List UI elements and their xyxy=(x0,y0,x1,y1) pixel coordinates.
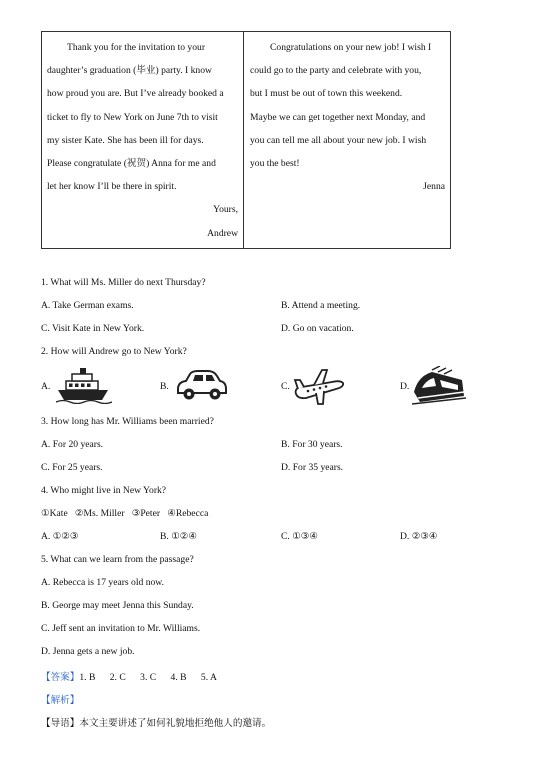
q1-option-d: D. Go on vacation. xyxy=(281,323,354,334)
question-4: 4. Who might live in New York? xyxy=(41,485,167,496)
guide-line xyxy=(41,715,271,729)
letter-signature: Jenna xyxy=(423,181,445,193)
letter-andrew xyxy=(42,32,244,248)
q1-option-c: C. Visit Kate in New York. xyxy=(41,323,145,334)
letter-line: could go to the party and celebrate with you, xyxy=(250,65,422,77)
letter-line: Please congratulate (祝贺) Anna for me and xyxy=(47,157,216,169)
q4-items: ①Kate ②Ms. Miller ③Peter ④Rebecca xyxy=(41,508,209,519)
answer-values: 1. B 2. C 3. C 4. B 5. A xyxy=(79,672,217,683)
letter-line: daughter’s graduation (毕业) party. I know xyxy=(47,65,212,77)
q4-option-c: C. ①③④ xyxy=(281,531,318,542)
letter-line: you can tell me all about your new job. I wish xyxy=(250,134,427,146)
answer-label: 【答案】 xyxy=(41,672,80,683)
letter-line: Thank you for the invitation to your xyxy=(67,42,206,53)
q4-option-a: A. ①②③ xyxy=(41,531,79,542)
question-2: 2. How will Andrew go to New York? xyxy=(41,346,187,357)
train-icon xyxy=(412,366,466,406)
guide-label: 【导语】 xyxy=(41,718,80,729)
q2-option-b: B. xyxy=(160,381,169,392)
q5-option-b: B. George may meet Jenna this Sunday. xyxy=(41,600,194,611)
analysis-label: 【解析】 xyxy=(41,695,80,706)
q3-option-b: B. For 30 years. xyxy=(281,439,343,450)
letter-jenna xyxy=(244,32,450,248)
q2-option-a: A. xyxy=(41,381,51,392)
guide-text: 本文主要讲述了如何礼貌地拒绝他人的邀请。 xyxy=(79,718,272,729)
q1-option-a: A. Take German exams. xyxy=(41,300,134,311)
car-icon xyxy=(174,369,228,401)
q4-option-d: D. ②③④ xyxy=(400,531,438,542)
q5-option-c: C. Jeff sent an invitation to Mr. Williams. xyxy=(41,623,201,634)
letter-closing: Yours, xyxy=(213,204,238,216)
q4-option-b: B. ①②④ xyxy=(160,531,197,542)
q3-option-a: A. For 20 years. xyxy=(41,439,104,450)
q5-option-a: A. Rebecca is 17 years old now. xyxy=(41,577,164,588)
q3-option-c: C. For 25 years. xyxy=(41,462,103,473)
letter-line: let her know I’ll be there in spirit. xyxy=(47,181,177,193)
letter-line: my sister Kate. She has been ill for days. xyxy=(47,134,204,146)
letter-line: ticket to fly to New York on June 7th to visit xyxy=(47,111,218,123)
question-3: 3. How long has Mr. Williams been married? xyxy=(41,416,214,427)
letter-line: you the best! xyxy=(250,157,300,169)
letter-line: Congratulations on your new job! I wish I xyxy=(270,42,432,53)
letter-signature: Andrew xyxy=(207,227,238,239)
q5-option-d: D. Jenna gets a new job. xyxy=(41,646,135,657)
letter-line: Maybe we can get together next Monday, and xyxy=(250,111,426,123)
question-5: 5. What can we learn from the passage? xyxy=(41,554,194,565)
ship-icon xyxy=(56,366,112,404)
q2-option-d: D. xyxy=(400,381,410,392)
letter-line: but I must be out of town this weekend. xyxy=(250,88,403,100)
question-1: 1. What will Ms. Miller do next Thursday? xyxy=(41,277,206,288)
q1-option-b: B. Attend a meeting. xyxy=(281,300,361,311)
q3-option-d: D. For 35 years. xyxy=(281,462,344,473)
letters-table xyxy=(41,31,451,249)
answer-line xyxy=(41,669,217,683)
airplane-icon xyxy=(292,366,346,406)
letter-line: how proud you are. But I’ve already booked a xyxy=(47,88,224,100)
q2-option-c: C. xyxy=(281,381,290,392)
